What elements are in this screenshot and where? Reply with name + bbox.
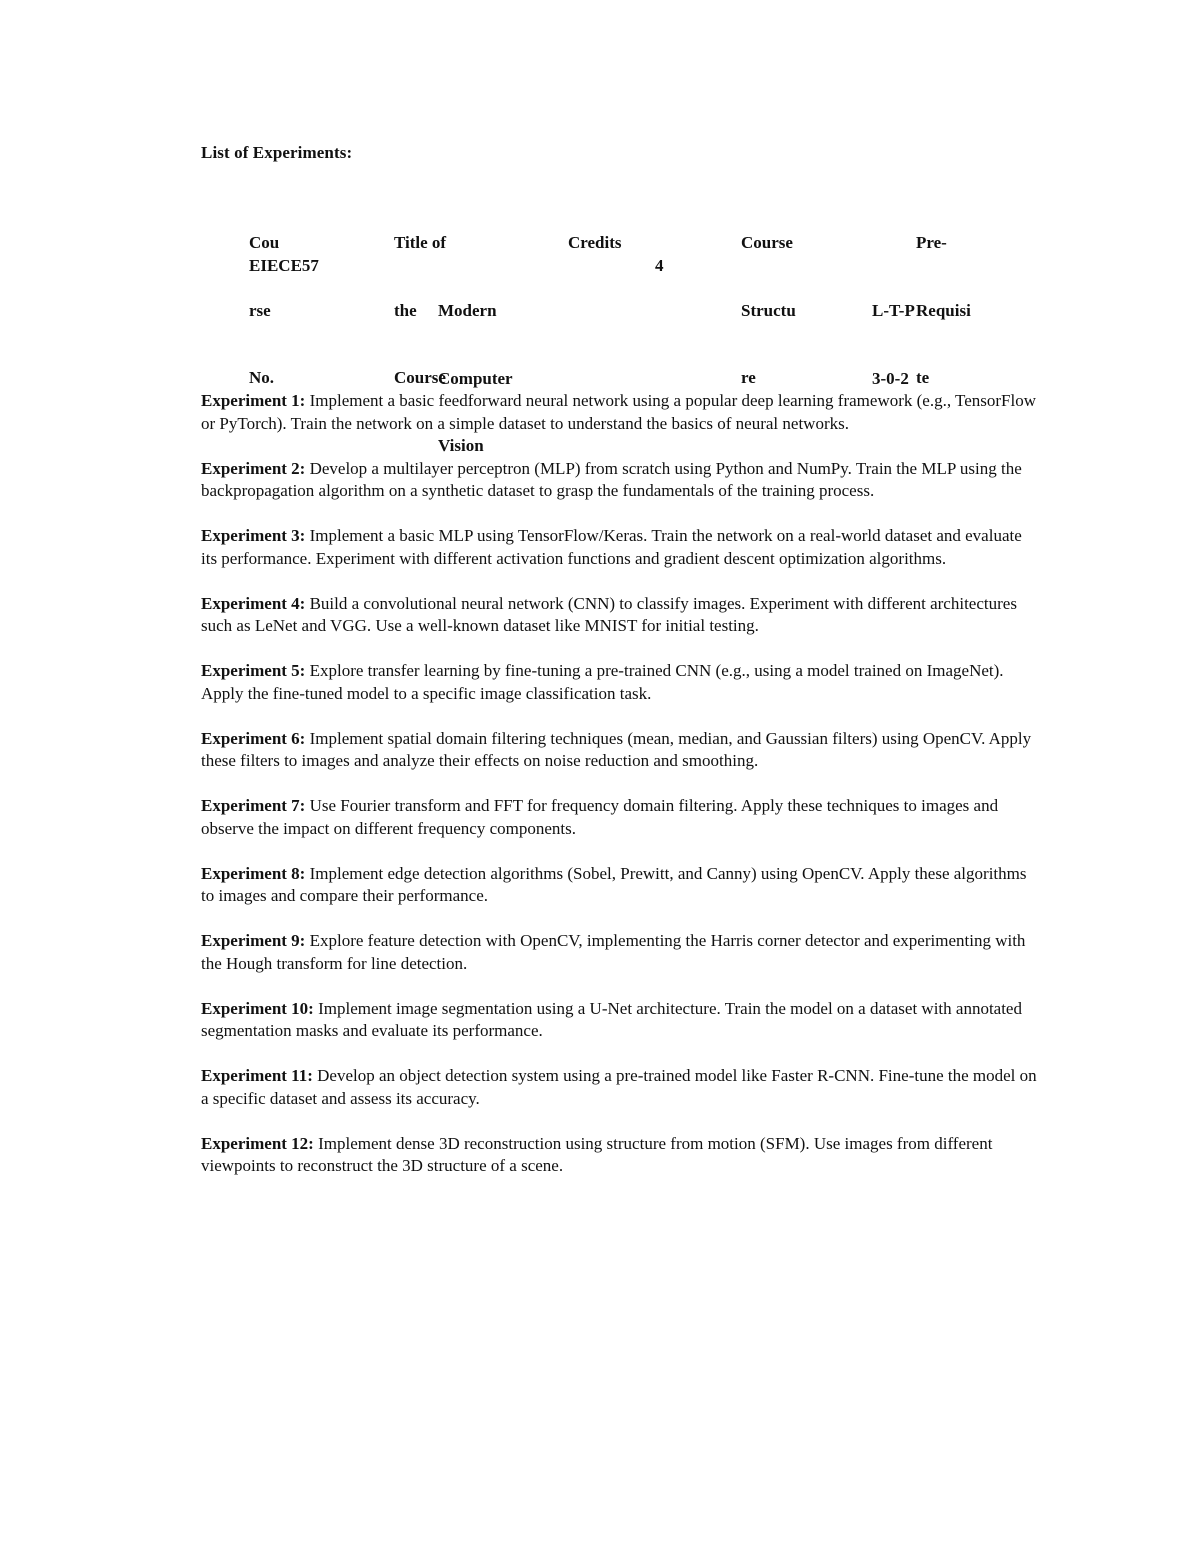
experiment-label: Experiment 5: (201, 661, 306, 680)
cell-course-title-line: Modern (438, 301, 497, 320)
experiment-item (201, 728, 1041, 773)
experiment-item (201, 1133, 1041, 1178)
experiment-text: Develop an object detection system using a pre-trained model like Faster R-CNN. Fine-tune the model on a specific dataset and assess its accuracy. (201, 1066, 1037, 1108)
header-course-no-line: rse (249, 300, 271, 320)
experiment-label: Experiment 2: (201, 458, 306, 478)
header-course-structure-line: re (741, 368, 756, 387)
experiment-text: Develop a multilayer perceptron (MLP) from scratch using Python and NumPy. Train the MLP using the backpropagation algorithm on a synthetic dataset to grasp the fundamentals of the training process. (201, 458, 1022, 500)
header-course-structure-line: Structu (741, 300, 796, 320)
header-course-no-line: No. (249, 368, 275, 387)
cell-course-structure-line: 3-0-2 (872, 368, 909, 388)
experiment-label: Experiment 6: (201, 728, 306, 748)
experiment-item (201, 660, 1041, 705)
experiment-item (201, 795, 1041, 840)
experiment-text: Implement a basic MLP using TensorFlow/Keras. Train the network on a real-world dataset and evaluate its performance. Experiment with different activation functions and gradient descent optimization algorithms. (201, 526, 1022, 568)
experiment-list (201, 390, 1041, 1200)
header-prerequisite-line: Pre- (916, 233, 947, 252)
experiment-item (201, 458, 1041, 503)
header-credits (568, 187, 622, 300)
cell-course-title-line: Vision (438, 436, 484, 455)
experiment-label: Experiment 10: (201, 998, 314, 1018)
header-prerequisite-line: Requisi (916, 300, 971, 320)
cell-credits: 4 (655, 256, 664, 275)
experiment-item (201, 998, 1041, 1043)
header-course-no-line: Cou (249, 233, 280, 252)
experiment-label: Experiment 12: (201, 1133, 314, 1153)
experiment-text: Explore transfer learning by fine-tuning a pre-trained CNN (e.g., using a model trained on ImageNet). Apply the fine-tuned model to a specific image classification task. (201, 661, 1004, 703)
experiment-text: Build a convolutional neural network (CNN) to classify images. Experiment with different architectures such as LeNet and VGG. Use a well-known dataset like MNIST for initial testing. (201, 593, 1017, 635)
header-prerequisite-line: te (916, 368, 930, 387)
experiment-text: Implement edge detection algorithms (Sobel, Prewitt, and Canny) using OpenCV. Apply these algorithms to images and compare their performance. (201, 863, 1027, 905)
experiment-label: Experiment 8: (201, 863, 306, 883)
cell-course-no: EIECE57 (249, 256, 319, 275)
header-course-title-line: the (394, 300, 417, 320)
experiment-item (201, 930, 1041, 975)
experiment-item (201, 390, 1041, 435)
page-heading: List of Experiments: (201, 143, 353, 162)
header-course-structure-line: Course (741, 233, 793, 252)
experiment-item (201, 525, 1041, 570)
experiment-item (201, 1065, 1041, 1110)
experiment-label: Experiment 11: (201, 1066, 313, 1085)
experiment-item (201, 863, 1041, 908)
experiment-label: Experiment 1: (201, 391, 306, 410)
experiment-label: Experiment 4: (201, 593, 306, 613)
experiment-text: Explore feature detection with OpenCV, implementing the Harris corner detector and experimenting with the Hough transform for line detection. (201, 931, 1026, 973)
experiment-text: Implement image segmentation using a U-Net architecture. Train the model on a dataset with annotated segmentation masks and evaluate its performance. (201, 998, 1022, 1040)
experiment-text: Implement dense 3D reconstruction using structure from motion (SFM). Use images from different viewpoints to reconstruct the 3D structure of a scene. (201, 1133, 993, 1175)
header-course-title-line: Title of (394, 233, 447, 252)
header-credits-line: Credits (568, 233, 622, 252)
header-course-title-line: Course (394, 368, 446, 387)
experiment-label: Experiment 7: (201, 796, 306, 815)
experiment-item (201, 593, 1041, 638)
cell-course-title-line: Computer (438, 368, 513, 388)
experiment-text: Use Fourier transform and FFT for frequency domain filtering. Apply these techniques to images and observe the impact on different frequency components. (201, 796, 999, 838)
experiment-text: Implement a basic feedforward neural network using a popular deep learning framework (e.g., TensorFlow or PyTorch). Train the network on a simple dataset to understand the basics of neural networks. (201, 391, 1037, 433)
experiment-label: Experiment 9: (201, 931, 306, 950)
experiment-label: Experiment 3: (201, 526, 306, 545)
experiment-text: Implement spatial domain filtering techniques (mean, median, and Gaussian filters) using OpenCV. Apply these filters to images and analyze their effects on noise reduction and smoothing. (201, 728, 1032, 770)
cell-course-structure-line: L-T-P (872, 301, 915, 320)
